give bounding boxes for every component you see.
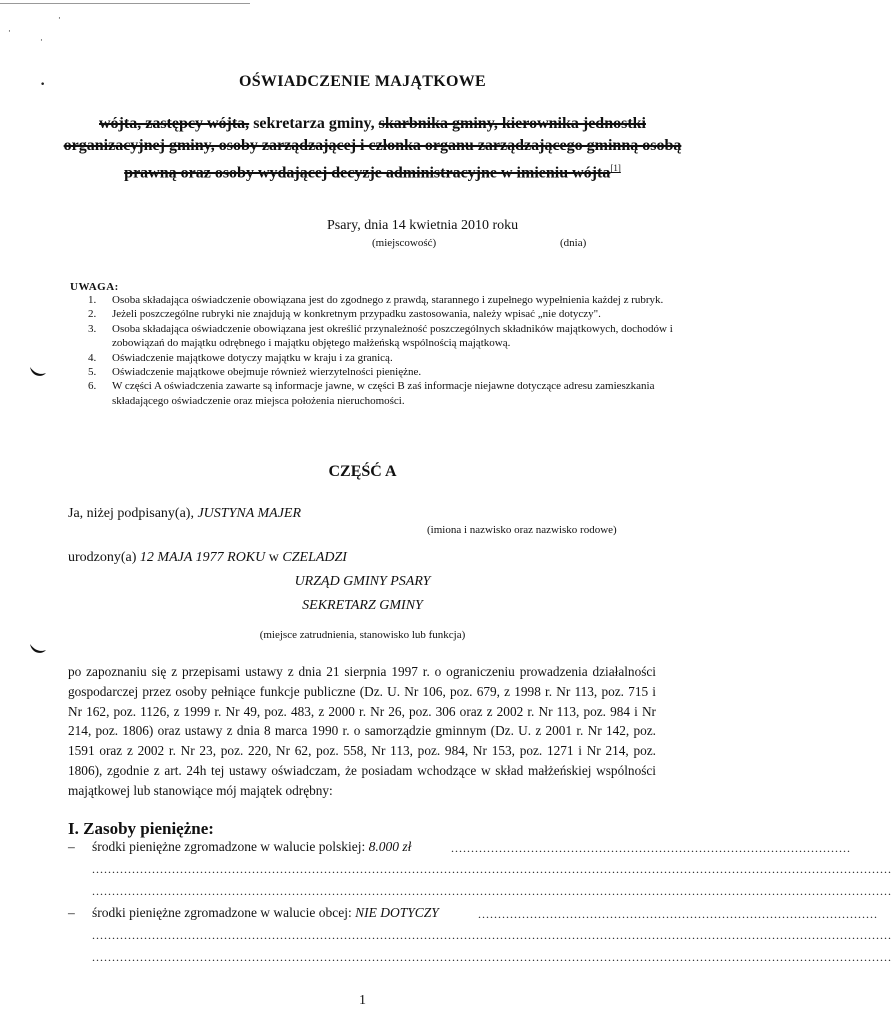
list-item — [88, 365, 678, 379]
workplace: URZĄD GMINY PSARY — [294, 574, 431, 589]
subtitle-kept-part: sekretarza gminy, — [249, 115, 379, 132]
list-item — [88, 307, 678, 321]
note-text: Osoba składająca oświadczenie obowiązana jest określić przynależność poszczególnych składników majątkowych, dochodów i zobowiązań do majątku odrębnego i majątku objętego małżeńską wspólnością majątkową. — [112, 322, 673, 350]
note-number: 2. — [88, 308, 97, 321]
note-number: 3. — [88, 322, 97, 335]
birth-line — [68, 550, 347, 566]
scan-top-edge — [0, 3, 250, 4]
workplace-label: (miejsce zatrudnienia, stanowisko lub funkcja) — [259, 629, 466, 641]
scan-speck: · — [40, 36, 43, 46]
position: SEKRETARZ GMINY — [302, 598, 423, 613]
note-number: 4. — [88, 351, 97, 364]
dash-bullet: – — [68, 839, 75, 854]
birth-place: CZELADZI — [282, 550, 347, 565]
dotted-fill-line: .................................................................................................... — [451, 841, 851, 855]
declarant-name: JUSTYNA MAJER — [197, 506, 302, 521]
part-a-heading: CZĘŚĆ A — [328, 463, 397, 480]
place-label: (miejscowość) — [372, 237, 437, 249]
foreign-funds-value: NIE DOTYCZY — [355, 905, 439, 920]
date-label: (dnia) — [560, 237, 587, 249]
birth-connector: w — [265, 550, 283, 565]
dotted-fill-line: ........................................................................................................................................................................................................ — [92, 950, 892, 964]
footnote-link[interactable]: [1] — [610, 163, 621, 173]
declarant-prefix: Ja, niżej podpisany(a), — [68, 506, 198, 521]
pln-funds-row — [68, 839, 411, 855]
names-label: (imiona i nazwisko oraz nazwisko rodowe) — [427, 524, 617, 536]
legal-basis-paragraph: po zapoznaniu się z przepisami ustawy z dnia 21 sierpnia 1997 r. o ograniczeniu prowadzenia działalności gospodarczej przez osoby pełniące funkcje publiczne (Dz. U. Nr 106, poz. 679, z 1998 r. Nr 113, poz. 715 i Nr 162, poz. 1126, z 1999 r. Nr 49, poz. 483, z 2000 r. Nr 26, poz. 306 oraz z 2002 r. Nr 113, poz. 984 i Nr 214, poz. 1806) oraz ustawy z dnia 8 marca 1990 r. o samorządzie gminnym (Dz. U. z 2001 r. Nr 142, poz. 1591 oraz z 2002 r. Nr 23, poz. 220, Nr 62, poz. 558, Nr 113, poz. 984, Nr 153, poz. 1271 i Nr 214, poz. 1806), zgodnie z art. 24h tej ustawy oświadczam, że posiadam wchodzące w skład małżeńskiej wspólności majątkowej lub stanowiące mój majątek odrębny: — [68, 664, 656, 798]
dotted-fill-line: ........................................................................................................................................................................................................ — [92, 928, 892, 942]
list-item — [88, 293, 678, 307]
foreign-funds-label: środki pieniężne zgromadzone w walucie obcej: — [92, 905, 356, 920]
declarant-line — [68, 506, 301, 522]
pln-funds-value: 8.000 zł — [368, 839, 412, 854]
dotted-fill-line: ........................................................................................................................................................................................................ — [92, 884, 892, 898]
subtitle-struck-part: skarbnika gminy, kierownika jednostki organizacyjnej gminy, osoby zarządzającej i członka organu zarządzającego gminną osobą prawną oraz osoby wydającej decyzje administracyjne w imieniu wójta — [63, 115, 682, 182]
scan-speck: · — [8, 27, 11, 37]
dash-bullet: – — [68, 905, 75, 920]
document-subtitle — [60, 113, 685, 184]
foreign-funds-row — [68, 905, 439, 921]
notes-list — [88, 293, 678, 408]
punch-hole-icon — [28, 642, 48, 656]
note-number: 6. — [88, 380, 97, 393]
punch-hole-icon — [28, 365, 48, 379]
birth-prefix: urodzony(a) — [68, 550, 140, 565]
notes-heading: UWAGA: — [70, 281, 119, 293]
page-number: 1 — [359, 993, 366, 1008]
scan-speck: · — [58, 14, 61, 24]
document-title: OŚWIADCZENIE MAJĄTKOWE — [238, 73, 487, 90]
list-item — [88, 379, 678, 408]
list-item — [88, 322, 678, 351]
note-number: 1. — [88, 294, 97, 306]
note-number: 5. — [88, 366, 97, 379]
birth-date: 12 MAJA 1977 ROKU — [139, 550, 266, 565]
section-1-heading: I. Zasoby pieniężne: — [68, 819, 214, 838]
note-text: Osoba składająca oświadczenie obowiązana jest do zgodnego z prawdą, starannego i zupełnego wypełnienia każdej z rubryk. — [112, 294, 664, 306]
scan-speck: • — [40, 80, 46, 90]
dotted-fill-line: ........................................................................................................................................................................................................ — [92, 862, 892, 876]
place-date-value: Psary, dnia 14 kwietnia 2010 roku — [327, 218, 519, 233]
pln-funds-label: środki pieniężne zgromadzone w walucie polskiej: — [92, 839, 369, 854]
dotted-fill-line: .................................................................................................... — [478, 907, 878, 921]
subtitle-struck-part: wójta, zastępcy wójta, — [99, 115, 250, 132]
note-text: W części A oświadczenia zawarte są informacje jawne, w części B zaś informacje niejawne dotyczące adresu zamieszkania składającego oświadczenie oraz miejsca położenia nieruchomości. — [112, 380, 655, 407]
note-text: Oświadczenie majątkowe obejmuje również wierzytelności pieniężne. — [112, 366, 422, 379]
list-item — [88, 351, 678, 365]
note-text: Jeżeli poszczególne rubryki nie znajdują w konkretnym przypadku zastosowania, należy wpisać „nie dotyczy". — [112, 308, 601, 321]
note-text: Oświadczenie majątkowe dotyczy majątku w kraju i za granicą. — [112, 351, 393, 364]
